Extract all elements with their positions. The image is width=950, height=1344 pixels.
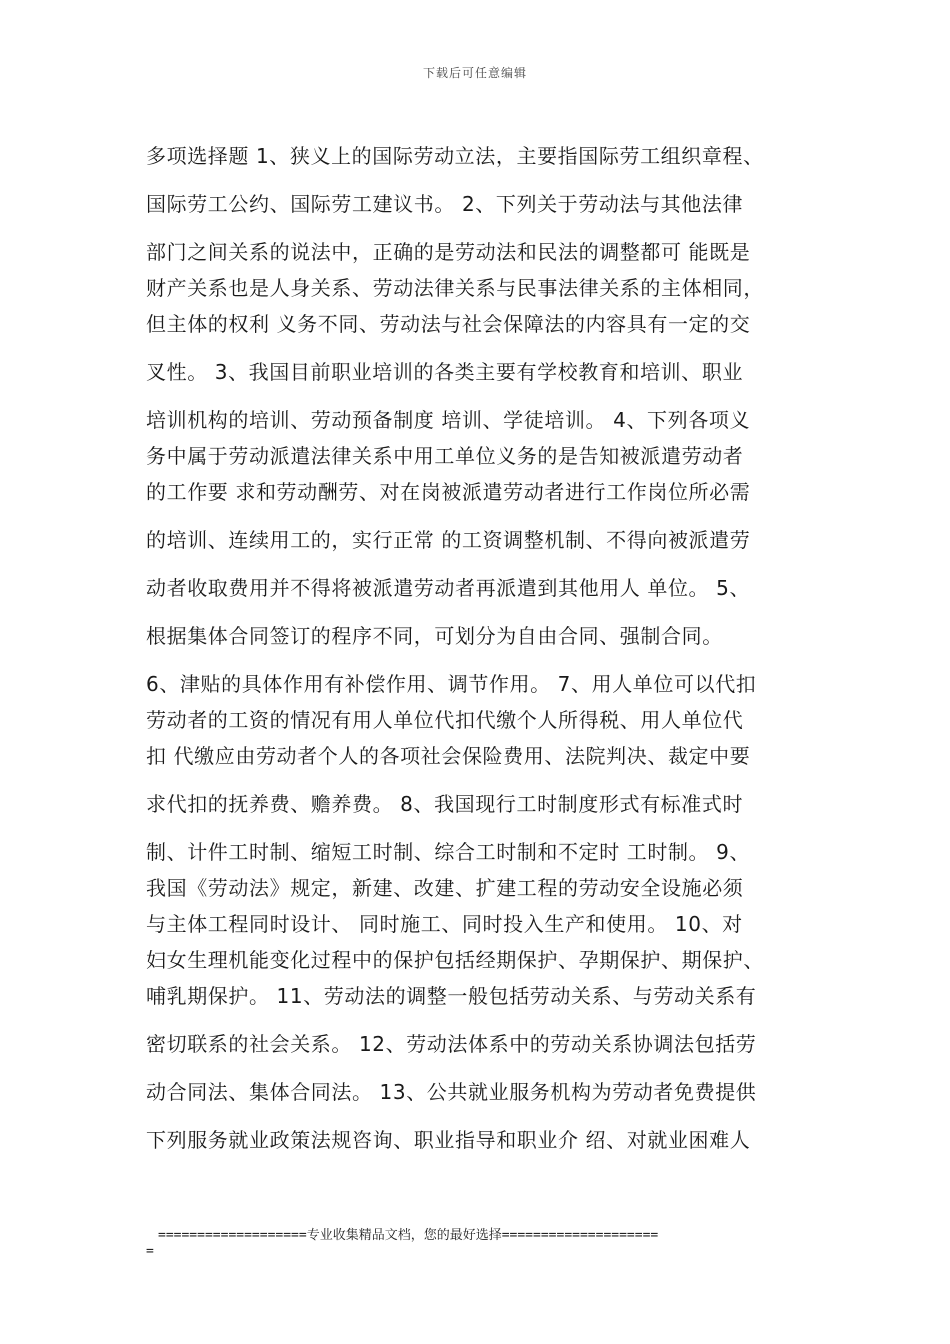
text-line: 但主体的权利 义务不同、劳动法与社会保障法的内容具有一定的交 <box>146 312 751 336</box>
text-line: 制、计件工时制、缩短工时制、综合工时制和不定时 工时制。 9、 <box>146 840 751 864</box>
text-line: 部门之间关系的说法中，正确的是劳动法和民法的调整都可 能既是 <box>146 240 751 264</box>
page-header: 下载后可任意编辑 <box>422 66 527 80</box>
text-line: 叉性。 3、我国目前职业培训的各类主要有学校教育和培训、职业 <box>146 360 744 384</box>
text-line: 多项选择题 1、狭义上的国际劳动立法，主要指国际劳工组织章程、 <box>146 144 764 168</box>
text-line: 我国《劳动法》规定，新建、改建、扩建工程的劳动安全设施必须 <box>146 876 744 900</box>
text-line: 国际劳工公约、国际劳工建议书。 2、下列关于劳动法与其他法律 <box>146 192 744 216</box>
text-line: 妇女生理机能变化过程中的保护包括经期保护、孕期保护、期保护、 <box>146 948 764 972</box>
text-line: 动合同法、集体合同法。 13、公共就业服务机构为劳动者免费提供 <box>146 1080 757 1104</box>
text-line: 的培训、连续用工的，实行正常 的工资调整机制、不得向被派遣劳 <box>146 528 751 552</box>
text-line: 密切联系的社会关系。 12、劳动法体系中的劳动关系协调法包括劳 <box>146 1032 757 1056</box>
text-line: 下列服务就业政策法规咨询、职业指导和职业介 绍、对就业困难人 <box>146 1128 751 1152</box>
text-line: 动者收取费用并不得将被派遣劳动者再派遣到其他用人 单位。 5、 <box>146 576 751 600</box>
text-line: 的工作要 求和劳动酬劳、对在岗被派遣劳动者进行工作岗位所必需 <box>146 480 751 504</box>
text-line: 与主体工程同时设计、 同时施工、同时投入生产和使用。 10、对 <box>146 912 743 936</box>
text-line: 求代扣的抚养费、赡养费。 8、我国现行工时制度形式有标准式时 <box>146 792 744 816</box>
footer-banner: ===================专业收集精品文档，您的最好选择==================== <box>158 1228 659 1243</box>
text-line: 扣 代缴应由劳动者个人的各项社会保险费用、法院判决、裁定中要 <box>146 744 751 768</box>
footer-tail: = <box>146 1244 154 1259</box>
text-line: 哺乳期保护。 11、劳动法的调整一般包括劳动关系、与劳动关系有 <box>146 984 757 1008</box>
text-line: 务中属于劳动派遣法律关系中用工单位义务的是告知被派遣劳动者 <box>146 444 744 468</box>
text-line: 培训机构的培训、劳动预备制度 培训、学徒培训。 4、下列各项义 <box>146 408 751 432</box>
text-line: 劳动者的工资的情况有用人单位代扣代缴个人所得税、用人单位代 <box>146 708 744 732</box>
text-line: 根据集体合同签订的程序不同，可划分为自由合同、强制合同。 <box>146 624 723 648</box>
text-line: 6、津贴的具体作用有补偿作用、调节作用。 7、用人单位可以代扣 <box>146 672 757 696</box>
text-line: 财产关系也是人身关系、劳动法律关系与民事法律关系的主体相同， <box>146 276 764 300</box>
